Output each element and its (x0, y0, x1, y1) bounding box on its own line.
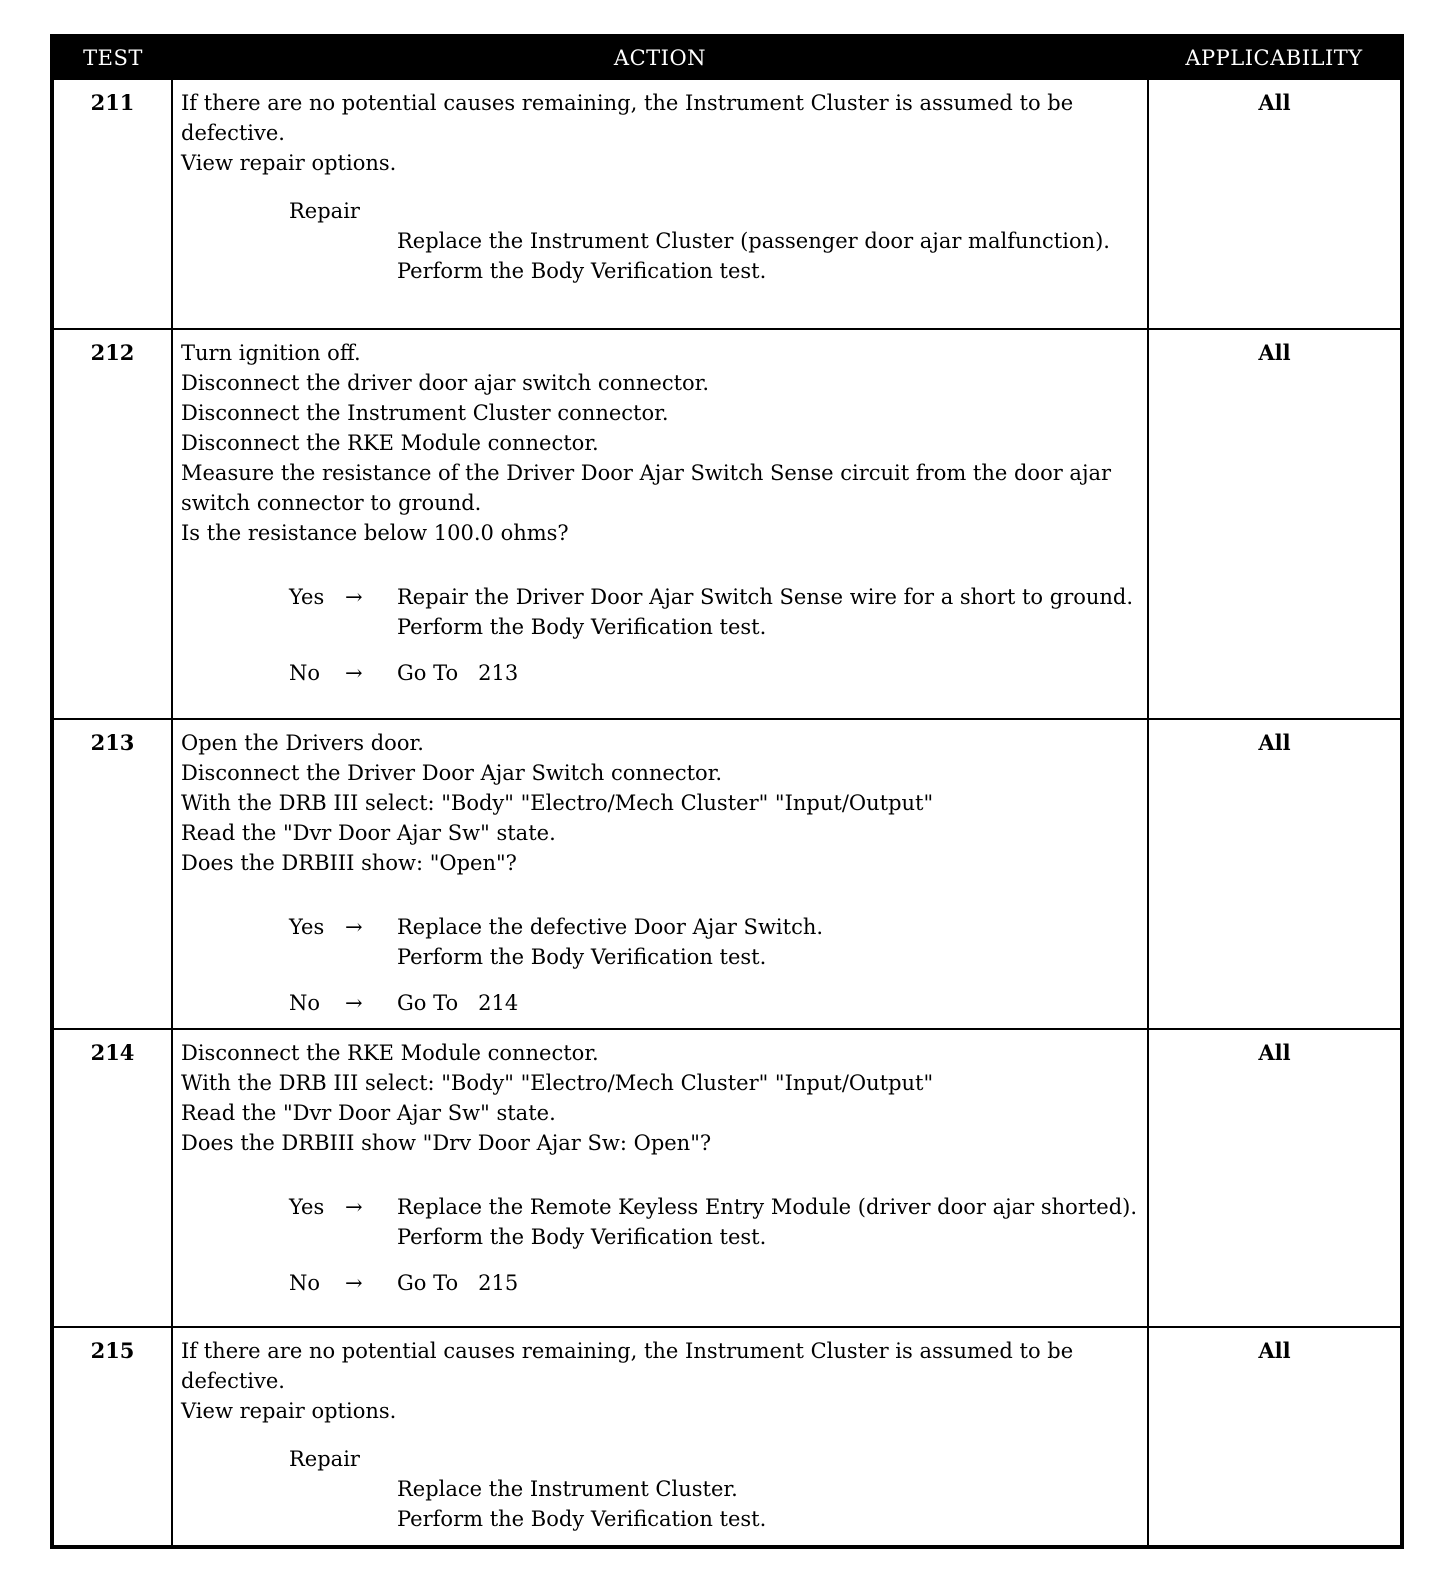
repair-line: Replace the Instrument Cluster (passenger door ajar malfunction). (397, 229, 1110, 253)
step-line: Disconnect the RKE Module connector. (181, 1041, 599, 1065)
table-row (52, 719, 1402, 1029)
repair-label: Repair (289, 199, 360, 223)
action-cell (172, 719, 1148, 1029)
arrow-right-icon: → (345, 585, 363, 609)
no-label: No (289, 1271, 321, 1295)
step-line: View repair options. (181, 151, 397, 175)
applicability-value: All (1148, 1029, 1402, 1327)
yes-label: Yes (289, 585, 325, 609)
step-line: If there are no potential causes remaining, the Instrument Cluster is assumed to be defective. (181, 91, 1074, 145)
test-number: 215 (52, 1327, 172, 1547)
step-line: If there are no potential causes remaining, the Instrument Cluster is assumed to be defective. (181, 1339, 1074, 1393)
step-line: Disconnect the driver door ajar switch connector. (181, 371, 710, 395)
diagnostic-page (50, 34, 1404, 1549)
arrow-right-icon: → (345, 991, 363, 1015)
yes-action-line: Perform the Body Verification test. (397, 1225, 767, 1249)
goto-text: Go To 215 (397, 1271, 519, 1295)
goto-text: Go To 214 (397, 991, 519, 1015)
step-line: Does the DRBIII show: "Open"? (181, 851, 517, 875)
yes-branch (289, 1192, 1139, 1252)
repair-line: Perform the Body Verification test. (397, 259, 767, 283)
yes-branch (289, 912, 1139, 972)
step-line: Disconnect the Driver Door Ajar Switch connector. (181, 761, 723, 785)
step-line: With the DRB III select: "Body" "Electro/Mech Cluster" "Input/Output" (181, 1071, 934, 1095)
step-line: Does the DRBIII show "Drv Door Ajar Sw: Open"? (181, 1131, 712, 1155)
applicability-value: All (1148, 329, 1402, 719)
step-line: Disconnect the RKE Module connector. (181, 431, 599, 455)
yes-action-line: Replace the defective Door Ajar Switch. (397, 915, 824, 939)
action-cell (172, 79, 1148, 329)
no-branch (289, 988, 1139, 1018)
no-branch (289, 658, 1139, 688)
table-row (52, 1327, 1402, 1547)
repair-body (397, 226, 1139, 286)
table-row (52, 329, 1402, 719)
step-line: Read the "Dvr Door Ajar Sw" state. (181, 821, 556, 845)
applicability-value: All (1148, 79, 1402, 329)
arrow-right-icon: → (345, 1195, 363, 1219)
test-number: 211 (52, 79, 172, 329)
yes-branch (289, 582, 1139, 642)
yes-label: Yes (289, 1195, 325, 1219)
yes-action-line: Repair the Driver Door Ajar Switch Sense wire for a short to ground. (397, 585, 1134, 609)
step-line: Measure the resistance of the Driver Door Ajar Switch Sense circuit from the door ajar switch connector to ground. (181, 461, 1112, 515)
table-row (52, 1029, 1402, 1327)
test-number: 212 (52, 329, 172, 719)
goto-text: Go To 213 (397, 661, 519, 685)
repair-line: Replace the Instrument Cluster. (397, 1477, 738, 1501)
diagnostic-table (50, 34, 1404, 1549)
arrow-right-icon: → (345, 1271, 363, 1295)
action-cell (172, 329, 1148, 719)
table-header-row (52, 36, 1402, 79)
yes-action-line: Perform the Body Verification test. (397, 945, 767, 969)
applicability-value: All (1148, 719, 1402, 1029)
yes-label: Yes (289, 915, 325, 939)
step-line: Turn ignition off. (181, 341, 361, 365)
step-line: View repair options. (181, 1399, 397, 1423)
header-applicability: APPLICABILITY (1148, 36, 1402, 79)
action-cell (172, 1327, 1148, 1547)
repair-label: Repair (289, 1447, 360, 1471)
test-number: 214 (52, 1029, 172, 1327)
step-line: Open the Drivers door. (181, 731, 424, 755)
applicability-value: All (1148, 1327, 1402, 1547)
step-line: Read the "Dvr Door Ajar Sw" state. (181, 1101, 556, 1125)
arrow-right-icon: → (345, 661, 363, 685)
arrow-right-icon: → (345, 915, 363, 939)
action-cell (172, 1029, 1148, 1327)
yes-action-line: Replace the Remote Keyless Entry Module (driver door ajar shorted). (397, 1195, 1138, 1219)
no-label: No (289, 991, 321, 1015)
no-branch (289, 1268, 1139, 1298)
yes-action-line: Perform the Body Verification test. (397, 615, 767, 639)
step-line: With the DRB III select: "Body" "Electro/Mech Cluster" "Input/Output" (181, 791, 934, 815)
table-row (52, 79, 1402, 329)
no-label: No (289, 661, 321, 685)
header-action: ACTION (172, 36, 1148, 79)
repair-line: Perform the Body Verification test. (397, 1507, 767, 1531)
test-number: 213 (52, 719, 172, 1029)
step-line: Disconnect the Instrument Cluster connector. (181, 401, 669, 425)
repair-body (397, 1474, 1139, 1534)
step-line: Is the resistance below 100.0 ohms? (181, 521, 569, 545)
header-test: TEST (52, 36, 172, 79)
